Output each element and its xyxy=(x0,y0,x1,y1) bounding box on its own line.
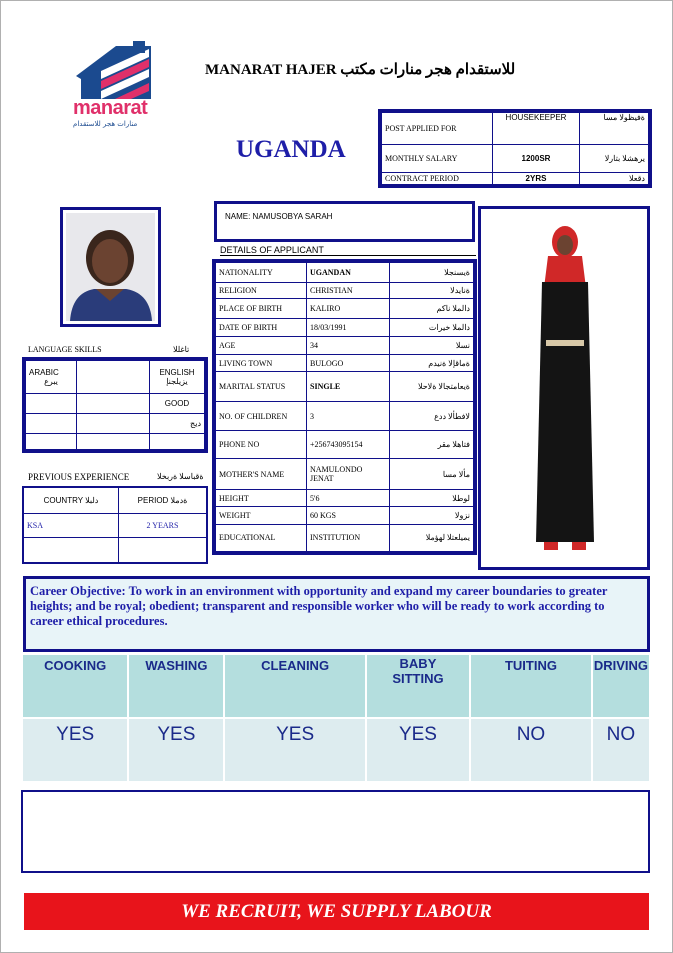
skill-value-baby-sitting: YES xyxy=(366,718,470,782)
detail-value: 3 xyxy=(307,402,390,430)
detail-value: 5'6 xyxy=(307,490,390,507)
arabic-label-ar: يبرع xyxy=(44,377,58,386)
detail-value: NAMULONDO JENAT xyxy=(307,458,390,489)
details-row xyxy=(216,299,474,318)
experience-period: 2 YEARS xyxy=(119,514,207,538)
details-row xyxy=(216,283,474,299)
post-table xyxy=(378,109,652,188)
country-title: UGANDA xyxy=(236,136,346,163)
details-title: DETAILS OF APPLICANT xyxy=(220,245,476,256)
details-table xyxy=(212,259,477,555)
career-objective-box xyxy=(23,576,650,652)
details-row xyxy=(216,354,474,371)
english-level: GOOD xyxy=(150,394,205,414)
contract-ar: دقعلا xyxy=(580,173,649,185)
detail-ar: دالملا خيرات xyxy=(390,318,474,336)
skills-table xyxy=(21,653,651,783)
details-row xyxy=(216,402,474,430)
detail-value: 34 xyxy=(307,336,390,354)
logo-text: manarat xyxy=(73,97,148,119)
experience-table xyxy=(22,486,208,564)
profile-photo xyxy=(66,213,155,321)
detail-ar: لوطلا xyxy=(390,490,474,507)
detail-ar: نزولا xyxy=(390,507,474,524)
detail-value: BULOGO xyxy=(307,354,390,371)
details-row xyxy=(216,318,474,336)
skill-header-tuiting: TUITING xyxy=(470,654,592,718)
experience-title-ar: ةقباسلا ةربخلا xyxy=(157,472,204,481)
detail-label: DATE OF BIRTH xyxy=(216,318,307,336)
country-header-ar: دلبلا xyxy=(85,496,99,505)
country-header: COUNTRY xyxy=(43,496,83,505)
detail-value: INSTITUTION xyxy=(307,524,390,551)
full-body-photo xyxy=(484,212,644,564)
details-row xyxy=(216,490,474,507)
detail-value: 60 KGS xyxy=(307,507,390,524)
salary-label: MONTHLY SALARY xyxy=(382,145,493,173)
profile-photo-frame xyxy=(60,207,161,327)
english-level-ar: ديج xyxy=(150,414,205,434)
experience-title: PREVIOUS EXPERIENCE xyxy=(28,472,130,482)
period-header: PERIOD xyxy=(137,496,169,505)
detail-label: AGE xyxy=(216,336,307,354)
detail-ar: ةماقإلا ةنيدم xyxy=(390,354,474,371)
full-photo-frame xyxy=(478,206,650,570)
detail-label: HEIGHT xyxy=(216,490,307,507)
detail-ar: ةيعامتجالا ةلاحلا xyxy=(390,372,474,402)
period-header-ar: ةدملا xyxy=(170,496,188,505)
company-logo xyxy=(71,41,156,131)
detail-label: MARITAL STATUS xyxy=(216,372,307,402)
skill-header-cooking: COOKING xyxy=(22,654,128,718)
skill-header-baby-sitting: BABY SITTING xyxy=(366,654,470,718)
skill-header-driving: DRIVING xyxy=(592,654,650,718)
skill-value-washing: YES xyxy=(128,718,224,782)
post-ar: ةفيظولا مسا xyxy=(580,113,649,145)
detail-ar: دالملا ناكم xyxy=(390,299,474,318)
career-objective: Career Objective: To work in an environment with opportunity and expand my career boundaries to greater heights; and be royal; obedient; transparent and responsible worker who will be ready to work according to career ethical procedures. xyxy=(30,584,608,628)
language-title: LANGUAGE SKILLS xyxy=(28,345,102,354)
notes-box xyxy=(21,790,650,873)
experience-country: KSA xyxy=(24,514,119,538)
skill-header-cleaning: CLEANING xyxy=(224,654,365,718)
skill-value-tuiting: NO xyxy=(470,718,592,782)
details-row xyxy=(216,372,474,402)
footer-banner xyxy=(24,893,649,930)
details-row xyxy=(216,458,474,489)
contract-value: 2YRS xyxy=(493,173,580,185)
details-row xyxy=(216,524,474,551)
detail-label: RELIGION xyxy=(216,283,307,299)
detail-label: MOTHER'S NAME xyxy=(216,458,307,489)
detail-ar: ةنايدلا xyxy=(390,283,474,299)
skill-value-driving: NO xyxy=(592,718,650,782)
footer-slogan: WE RECRUIT, WE SUPPLY LABOUR xyxy=(181,901,492,922)
skill-value-cleaning: YES xyxy=(224,718,365,782)
detail-label: PLACE OF BIRTH xyxy=(216,299,307,318)
post-label: POST APPLIED FOR xyxy=(382,113,493,145)
logo-subtext: منارات هجر للاستقدام xyxy=(73,120,138,128)
applicant-name: NAME: NAMUSOBYA SARAH xyxy=(225,212,333,221)
detail-label: PHONE NO xyxy=(216,430,307,458)
detail-value: KALIRO xyxy=(307,299,390,318)
name-box xyxy=(214,201,475,242)
detail-ar: ةيسنجلا xyxy=(390,263,474,283)
detail-label: NO. OF CHILDREN xyxy=(216,402,307,430)
detail-label: EDUCATIONAL xyxy=(216,524,307,551)
details-row xyxy=(216,263,474,283)
language-title-ar: تاغللا xyxy=(173,345,190,354)
company-title: MANARAT HAJER للاستقدام هجر منارات مكتب xyxy=(205,62,516,78)
language-table xyxy=(22,357,208,453)
detail-value: 18/03/1991 xyxy=(307,318,390,336)
house-logo-icon xyxy=(71,41,156,103)
detail-ar: فتاهلا مقر xyxy=(390,430,474,458)
details-row xyxy=(216,336,474,354)
detail-value: CHRISTIAN xyxy=(307,283,390,299)
detail-label: NATIONALITY xyxy=(216,263,307,283)
skill-header-washing: WASHING xyxy=(128,654,224,718)
detail-value: UGANDAN xyxy=(307,263,390,283)
post-value: HOUSEKEEPER xyxy=(493,113,580,145)
salary-ar: يرهشلا بتارلا xyxy=(580,145,649,173)
arabic-label: ARABIC xyxy=(29,368,59,377)
english-label-ar: يزيلجنإ xyxy=(166,377,188,386)
detail-ar: يميلعتلا لهؤملا xyxy=(390,524,474,551)
salary-value: 1200SR xyxy=(493,145,580,173)
details-row xyxy=(216,430,474,458)
details-row xyxy=(216,507,474,524)
detail-value: +256743095154 xyxy=(307,430,390,458)
detail-label: WEIGHT xyxy=(216,507,307,524)
detail-ar: لافطألا ددع xyxy=(390,402,474,430)
detail-ar: مألا مسا xyxy=(390,458,474,489)
english-label: ENGLISH xyxy=(159,368,195,377)
detail-label: LIVING TOWN xyxy=(216,354,307,371)
detail-value: SINGLE xyxy=(307,372,390,402)
skill-value-cooking: YES xyxy=(22,718,128,782)
contract-label: CONTRACT PERIOD xyxy=(382,173,493,185)
detail-ar: نسلا xyxy=(390,336,474,354)
